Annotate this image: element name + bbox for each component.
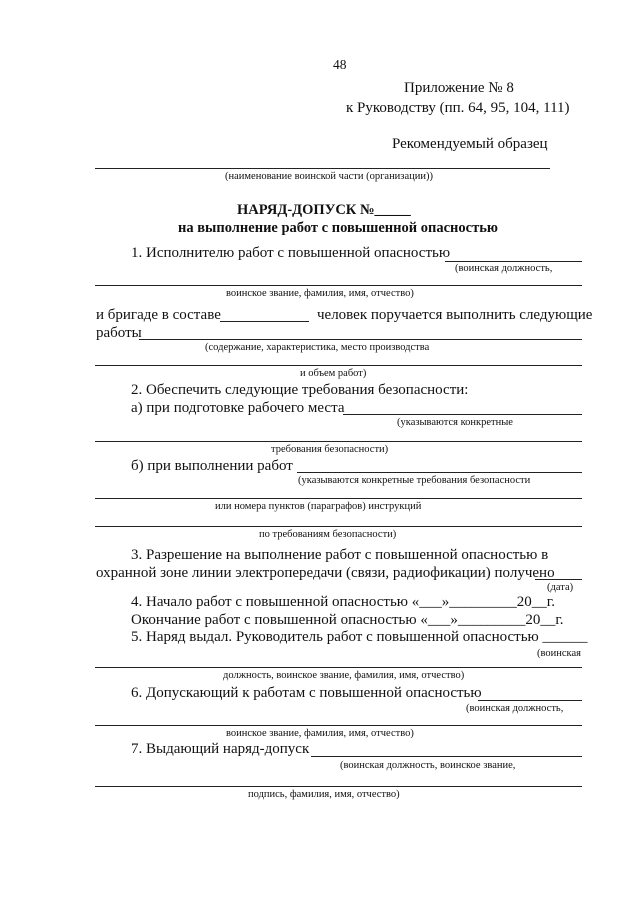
- issuing-caption-1: (воинская должность, воинское звание,: [340, 760, 516, 771]
- brigade-count-line: [220, 321, 309, 322]
- section-4-end: Окончание работ с повышенной опасностью «___»_________20__г.: [131, 612, 564, 628]
- works-full-line: [95, 365, 582, 366]
- requirement-b-caption-2: или номера пунктов (параграфов) инструкций: [215, 501, 422, 512]
- section-1-performer: 1. Исполнителю работ с повышенной опасностью: [131, 245, 451, 261]
- requirement-a-caption: (указываются конкретные: [397, 417, 513, 428]
- section-7-issuing: 7. Выдающий наряд-допуск: [131, 741, 310, 757]
- requirement-b-full-line-1: [95, 498, 582, 499]
- works-caption-content: (содержание, характеристика, место производства: [205, 342, 430, 353]
- section-4-start: 4. Начало работ с повышенной опасностью «___»_________20__г.: [131, 594, 555, 610]
- issuer-caption-2: должность, воинское звание, фамилия, имя, отчество): [223, 670, 465, 681]
- requirement-a-line: [343, 414, 582, 415]
- performer-field-line: [445, 261, 582, 262]
- permission-date-caption: (дата): [547, 582, 574, 593]
- requirement-b-line: [297, 472, 582, 473]
- section-2-requirements: 2. Обеспечить следующие требования безопасности:: [131, 382, 469, 398]
- issuing-field-line: [311, 756, 582, 757]
- org-name-line: [95, 168, 550, 169]
- issuer-full-line: [95, 667, 582, 668]
- page-number: 48: [333, 57, 347, 72]
- works-label: работы: [96, 325, 142, 341]
- admitting-full-line: [95, 725, 582, 726]
- section-3-permission-cont: охранной зоне линии электропередачи (связи, радиофикации) получено: [96, 565, 555, 581]
- document-title: НАРЯД-ДОПУСК №_____: [237, 202, 411, 218]
- works-caption-volume: и объем работ): [300, 368, 367, 379]
- admitting-caption-1: (воинская должность,: [466, 703, 564, 714]
- issuing-full-line: [95, 786, 582, 787]
- section-5-issued: 5. Наряд выдал. Руководитель работ с повышенной опасностью ______: [131, 629, 588, 645]
- org-name-caption: (наименование воинской части (организации)): [225, 171, 433, 182]
- requirement-b-caption: (указываются конкретные требования безопасности: [298, 475, 531, 486]
- issuer-caption-1: (воинская: [537, 648, 581, 659]
- permission-date-line: [535, 579, 582, 580]
- requirement-b-caption-3: по требованиям безопасности): [259, 529, 397, 540]
- appendix-reference: к Руководству (пп. 64, 95, 104, 111): [346, 100, 570, 116]
- performer-caption-name: воинское звание, фамилия, имя, отчество): [226, 288, 414, 299]
- admitting-field-line: [478, 700, 582, 701]
- issuing-caption-2: подпись, фамилия, имя, отчество): [248, 789, 400, 800]
- section-6-admitting: 6. Допускающий к работам с повышенной опасностью: [131, 685, 482, 701]
- performer-caption-position: (воинская должность,: [455, 263, 553, 274]
- requirement-a-caption-2: требования безопасности): [271, 444, 389, 455]
- performer-full-line: [95, 285, 582, 286]
- requirement-a-full-line: [95, 441, 582, 442]
- appendix-number: Приложение № 8: [404, 80, 514, 96]
- requirement-b-full-line-2: [95, 526, 582, 527]
- document-subtitle: на выполнение работ с повышенной опасностью: [178, 220, 498, 236]
- works-field-line: [139, 339, 582, 340]
- requirement-b-label: б) при выполнении работ: [131, 458, 293, 474]
- requirement-a-label: а) при подготовке рабочего места: [131, 400, 345, 416]
- recommended-sample: Рекомендуемый образец: [392, 136, 548, 152]
- section-3-permission: 3. Разрешение на выполнение работ с повышенной опасностью в: [131, 547, 549, 563]
- brigade-text-left: и бригаде в составе: [96, 307, 221, 323]
- admitting-caption-2: воинское звание, фамилия, имя, отчество): [226, 728, 414, 739]
- brigade-text-right: человек поручается выполнить следующие: [317, 307, 593, 323]
